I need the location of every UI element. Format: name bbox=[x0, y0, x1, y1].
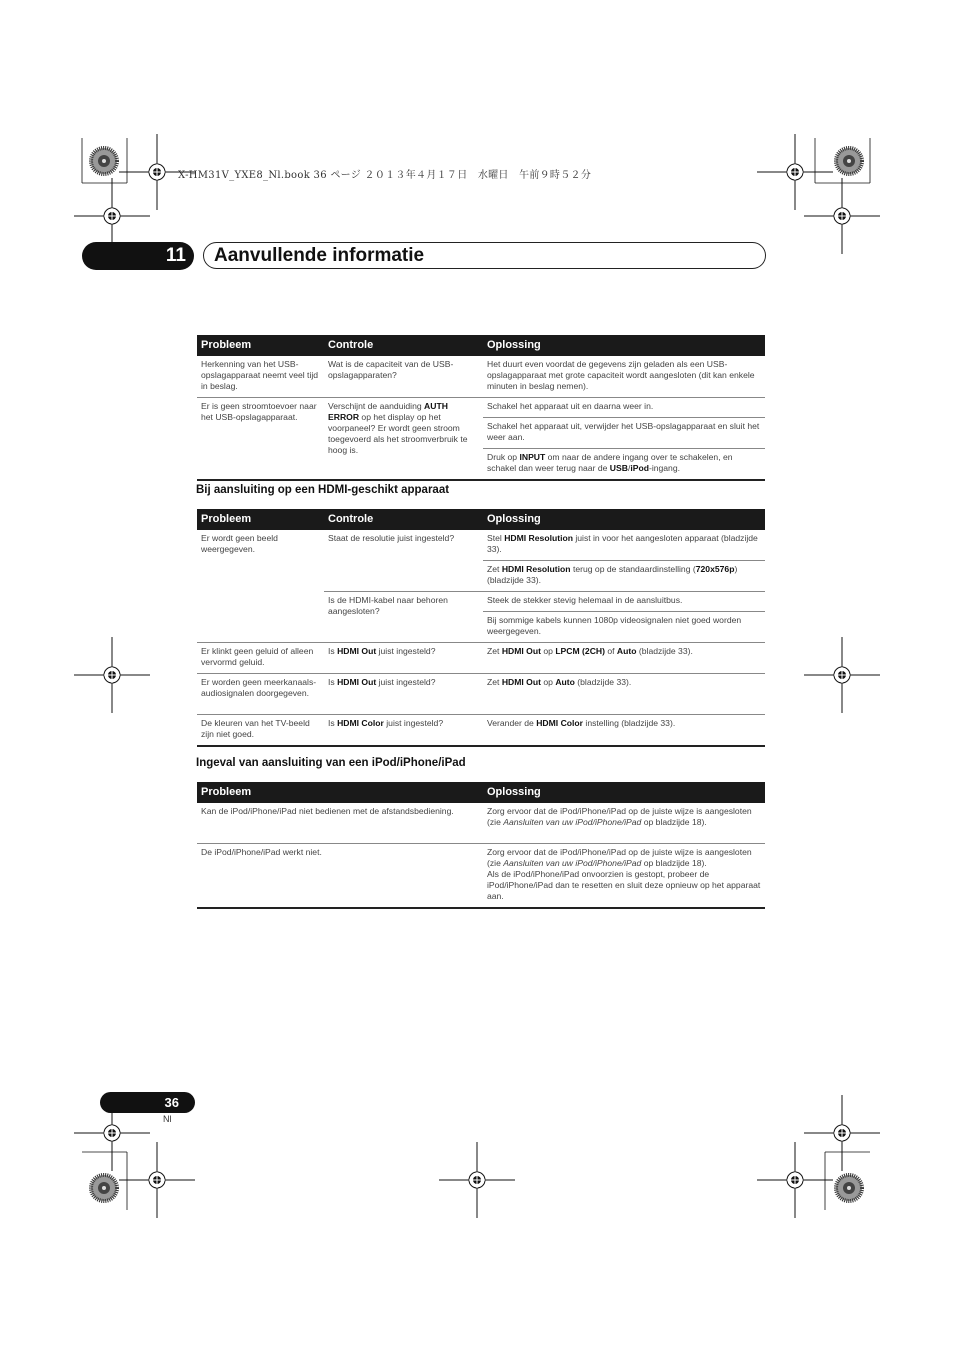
oplossing-cell: Het duurt even voordat de gegevens zijn geladen als een USB-opslagapparaat met grote capaciteit wordt aangesloten (dit kan enkele minuten in beslag nemen). bbox=[483, 356, 765, 398]
chapter-number-badge: 11 bbox=[82, 242, 194, 270]
table-row bbox=[197, 803, 765, 844]
crosshair-icon bbox=[804, 637, 880, 713]
print-info-line: X-HM31V_YXE8_Nl.book 36 ページ ２０１３年４月１７日 水曜日 午前９時５２分 bbox=[178, 170, 592, 181]
crosshair-icon bbox=[757, 134, 833, 210]
column-header-oplossing: Oplossing bbox=[483, 782, 765, 803]
oplossing-cell: Zet HDMI Out op LPCM (2CH) of Auto (bladzijde 33). bbox=[483, 643, 765, 674]
language-code: Nl bbox=[163, 1114, 172, 1124]
controle-cell: Is HDMI Out juist ingesteld? bbox=[324, 674, 483, 715]
crosshair-icon bbox=[439, 1142, 515, 1218]
usb-troubleshooting-table bbox=[197, 335, 765, 481]
oplossing-cell: Druk op INPUT om naar de andere ingang over te schakelen, en schakel dan weer terug naar de USB/iPod-ingang. bbox=[483, 449, 765, 481]
probleem-cell: Er wordt geen beeld weergegeven. bbox=[197, 530, 324, 643]
oplossing-cell: Schakel het apparaat uit en daarna weer in. bbox=[483, 398, 765, 418]
probleem-cell: De kleuren van het TV-beeld zijn niet goed. bbox=[197, 715, 324, 747]
table-row bbox=[197, 356, 765, 398]
table-row bbox=[197, 674, 765, 715]
controle-cell: Is HDMI Color juist ingesteld? bbox=[324, 715, 483, 747]
hdmi-troubleshooting-table bbox=[197, 509, 765, 747]
column-header-probleem: Probleem bbox=[197, 335, 324, 356]
controle-cell: Wat is de capaciteit van de USB-opslagapparaten? bbox=[324, 356, 483, 398]
probleem-cell: Kan de iPod/iPhone/iPad niet bedienen met de afstandsbediening. bbox=[197, 803, 483, 844]
section-heading-ipod: Ingeval van aansluiting van een iPod/iPhone/iPad bbox=[196, 757, 466, 769]
page-number-badge: 36 bbox=[100, 1092, 195, 1113]
color-target-icon bbox=[836, 1175, 862, 1201]
crosshair-icon bbox=[804, 178, 880, 254]
controle-cell: Staat de resolutie juist ingesteld? bbox=[324, 530, 483, 592]
controle-cell: Is de HDMI-kabel naar behoren aangesloten? bbox=[324, 592, 483, 643]
oplossing-cell: Zorg ervoor dat de iPod/iPhone/iPad op de juiste wijze is aangesloten (zie Aansluiten van uw iPod/iPhone/iPad op bladzijde 18). Als de iPod/iPhone/iPad onvoorzien is gestopt, probeer de iPod/iPhone/iPad dan te resetten en sluit deze opnieuw op het apparaat aan. bbox=[483, 844, 765, 909]
column-header-controle: Controle bbox=[324, 335, 483, 356]
table-row bbox=[197, 530, 765, 561]
oplossing-cell: Bij sommige kabels kunnen 1080p videosignalen niet goed worden weergegeven. bbox=[483, 612, 765, 643]
oplossing-cell: Zorg ervoor dat de iPod/iPhone/iPad op de juiste wijze is aangesloten (zie Aansluiten van uw iPod/iPhone/iPad op bladzijde 18). bbox=[483, 803, 765, 844]
ipod-troubleshooting-table bbox=[197, 782, 765, 909]
chapter-title: Aanvullende informatie bbox=[203, 242, 766, 269]
crosshair-icon bbox=[757, 1142, 833, 1218]
crosshair-icon bbox=[119, 1142, 195, 1218]
probleem-cell: De iPod/iPhone/iPad werkt niet. bbox=[197, 844, 483, 909]
controle-cell: Verschijnt de aanduiding AUTH ERROR op het display op het voorpaneel? Er wordt geen stroom toegevoerd als het stroomverbruik te hoog is. bbox=[324, 398, 483, 481]
color-target-icon bbox=[836, 148, 862, 174]
column-header-probleem: Probleem bbox=[197, 509, 324, 530]
probleem-cell: Herkenning van het USB-opslagapparaat neemt veel tijd in beslag. bbox=[197, 356, 324, 398]
column-header-controle: Controle bbox=[324, 509, 483, 530]
oplossing-cell: Zet HDMI Out op Auto (bladzijde 33). bbox=[483, 674, 765, 715]
color-target-icon bbox=[91, 1175, 117, 1201]
probleem-cell: Er klinkt geen geluid of alleen vervormd geluid. bbox=[197, 643, 324, 674]
column-header-probleem: Probleem bbox=[197, 782, 483, 803]
oplossing-cell: Schakel het apparaat uit, verwijder het USB-opslagapparaat en sluit het weer aan. bbox=[483, 418, 765, 449]
oplossing-cell: Steek de stekker stevig helemaal in de aansluitbus. bbox=[483, 592, 765, 612]
crosshair-icon bbox=[74, 637, 150, 713]
table-row bbox=[197, 715, 765, 747]
section-heading-hdmi: Bij aansluiting op een HDMI-geschikt apparaat bbox=[196, 484, 450, 496]
column-header-oplossing: Oplossing bbox=[483, 335, 765, 356]
oplossing-cell: Stel HDMI Resolution juist in voor het aangesloten apparaat (bladzijde 33). bbox=[483, 530, 765, 561]
table-row bbox=[197, 844, 765, 909]
crosshair-icon bbox=[804, 1095, 880, 1171]
probleem-cell: Er is geen stroomtoevoer naar het USB-opslagapparaat. bbox=[197, 398, 324, 481]
probleem-cell: Er worden geen meerkanaals-audiosignalen doorgegeven. bbox=[197, 674, 324, 715]
oplossing-cell: Zet HDMI Resolution terug op de standaardinstelling (720x576p) (bladzijde 33). bbox=[483, 561, 765, 592]
table-row bbox=[197, 643, 765, 674]
controle-cell: Is HDMI Out juist ingesteld? bbox=[324, 643, 483, 674]
color-target-icon bbox=[91, 148, 117, 174]
table-row bbox=[197, 398, 765, 418]
oplossing-cell: Verander de HDMI Color instelling (bladzijde 33). bbox=[483, 715, 765, 747]
column-header-oplossing: Oplossing bbox=[483, 509, 765, 530]
